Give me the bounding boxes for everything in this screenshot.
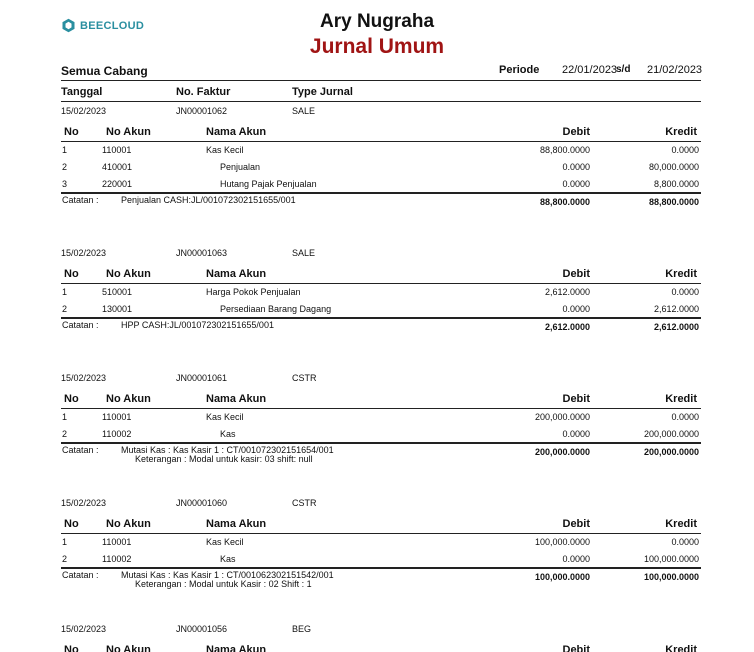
column-no: No xyxy=(64,518,79,530)
column-nama-akun: Nama Akun xyxy=(206,268,267,280)
table-header-divider xyxy=(61,283,701,284)
row-number: 2 xyxy=(62,162,68,172)
note-text: HPP CASH:JL/001072302151655/001 xyxy=(121,320,274,330)
column-nama-akun: Nama Akun xyxy=(206,518,267,530)
total-debit: 100,000.0000 xyxy=(534,572,590,582)
column-debit: Debit xyxy=(562,644,590,652)
column-no: No xyxy=(64,126,79,138)
note-label: Catatan : xyxy=(62,570,99,580)
column-no: No xyxy=(64,644,79,652)
account-name: Harga Pokok Penjualan xyxy=(206,287,301,297)
credit-amount: 200,000.0000 xyxy=(643,429,699,439)
account-name: Kas Kecil xyxy=(206,412,244,422)
column-no: No xyxy=(64,393,79,405)
credit-amount: 0.0000 xyxy=(671,412,699,422)
row-number: 3 xyxy=(62,179,68,189)
account-number: 510001 xyxy=(102,287,133,297)
debit-amount: 0.0000 xyxy=(562,179,590,189)
column-debit: Debit xyxy=(562,518,590,530)
columns-divider xyxy=(61,101,701,102)
total-credit: 2,612.0000 xyxy=(653,322,699,332)
journal-invoice: JN00001062 xyxy=(176,106,228,116)
credit-amount: 0.0000 xyxy=(671,537,699,547)
debit-amount: 0.0000 xyxy=(562,304,590,314)
account-number: 130001 xyxy=(102,304,133,314)
column-no: No xyxy=(64,268,79,280)
column-kredit: Kredit xyxy=(665,268,697,280)
row-number: 1 xyxy=(62,287,68,297)
column-kredit: Kredit xyxy=(665,644,697,652)
account-number: 410001 xyxy=(102,162,133,172)
journal-type: BEG xyxy=(292,624,312,634)
period-separator: s/d xyxy=(616,64,631,75)
column-no-akun: No Akun xyxy=(106,644,151,652)
credit-amount: 80,000.0000 xyxy=(648,162,699,172)
journal-invoice: JN00001063 xyxy=(176,248,228,258)
note-detail: Keterangan : Modal untuk Kasir : 02 Shift : 1 xyxy=(135,579,312,589)
debit-amount: 2,612.0000 xyxy=(544,287,590,297)
debit-amount: 0.0000 xyxy=(562,162,590,172)
note-label: Catatan : xyxy=(62,445,99,455)
column-nama-akun: Nama Akun xyxy=(206,126,267,138)
column-kredit: Kredit xyxy=(665,518,697,530)
header-divider xyxy=(61,80,701,81)
table-header-divider xyxy=(61,533,701,534)
journal-type: CSTR xyxy=(292,373,317,383)
column-kredit: Kredit xyxy=(665,393,697,405)
note-detail: Keterangan : Modal untuk kasir: 03 shift: null xyxy=(135,454,313,464)
total-credit: 100,000.0000 xyxy=(643,572,699,582)
total-credit: 88,800.0000 xyxy=(648,197,699,207)
period-from: 22/01/2023 xyxy=(562,64,618,76)
column-debit: Debit xyxy=(562,126,590,138)
debit-amount: 100,000.0000 xyxy=(534,537,590,547)
total-divider xyxy=(61,442,701,444)
account-name: Persediaan Barang Dagang xyxy=(220,304,332,314)
debit-amount: 0.0000 xyxy=(562,554,590,564)
journal-invoice: JN00001056 xyxy=(176,624,228,634)
column-no-akun: No Akun xyxy=(106,518,151,530)
period-to: 21/02/2023 xyxy=(647,64,703,76)
journal-invoice: JN00001060 xyxy=(176,498,228,508)
column-debit: Debit xyxy=(562,268,590,280)
journal-date: 15/02/2023 xyxy=(61,498,107,508)
column-type: Type Jurnal xyxy=(292,86,353,98)
account-name: Kas xyxy=(220,429,236,439)
journal-date: 15/02/2023 xyxy=(61,373,107,383)
note-text: Mutasi Kas : Kas Kasir 1 : CT/001062302151542/001 xyxy=(121,570,334,580)
row-number: 1 xyxy=(62,145,68,155)
row-number: 1 xyxy=(62,412,68,422)
column-no-akun: No Akun xyxy=(106,126,151,138)
total-debit: 2,612.0000 xyxy=(544,322,590,332)
total-divider xyxy=(61,567,701,569)
journal-type: SALE xyxy=(292,248,316,258)
total-debit: 200,000.0000 xyxy=(534,447,590,457)
journal-type: SALE xyxy=(292,106,316,116)
column-nama-akun: Nama Akun xyxy=(206,393,267,405)
account-number: 110001 xyxy=(102,145,132,155)
account-number: 220001 xyxy=(102,179,133,189)
journal-date: 15/02/2023 xyxy=(61,624,107,634)
period-label: Periode xyxy=(499,64,540,76)
credit-amount: 8,800.0000 xyxy=(653,179,699,189)
company-name: Ary Nugraha xyxy=(319,11,435,32)
row-number: 1 xyxy=(62,537,68,547)
column-debit: Debit xyxy=(562,393,590,405)
journal-invoice: JN00001061 xyxy=(176,373,228,383)
total-credit: 200,000.0000 xyxy=(643,447,699,457)
debit-amount: 0.0000 xyxy=(562,429,590,439)
account-name: Kas Kecil xyxy=(206,145,244,155)
account-name: Kas xyxy=(220,554,236,564)
brand-name: BEECLOUD xyxy=(80,19,145,32)
total-divider xyxy=(61,192,701,194)
journal-date: 15/02/2023 xyxy=(61,106,107,116)
row-number: 2 xyxy=(62,429,68,439)
journal-date: 15/02/2023 xyxy=(61,248,107,258)
debit-amount: 200,000.0000 xyxy=(534,412,590,422)
row-number: 2 xyxy=(62,554,68,564)
journal-type: CSTR xyxy=(292,498,317,508)
column-no-akun: No Akun xyxy=(106,268,151,280)
column-faktur: No. Faktur xyxy=(176,86,231,98)
report-title: Jurnal Umum xyxy=(309,35,445,58)
account-number: 110001 xyxy=(102,537,132,547)
credit-amount: 0.0000 xyxy=(671,287,699,297)
column-no-akun: No Akun xyxy=(106,393,151,405)
row-number: 2 xyxy=(62,304,68,314)
account-name: Kas Kecil xyxy=(206,537,244,547)
table-header-divider xyxy=(61,408,701,409)
credit-amount: 0.0000 xyxy=(671,145,699,155)
column-tanggal: Tanggal xyxy=(61,86,103,98)
total-divider xyxy=(61,317,701,319)
total-debit: 88,800.0000 xyxy=(539,197,590,207)
credit-amount: 100,000.0000 xyxy=(643,554,699,564)
column-kredit: Kredit xyxy=(665,126,697,138)
account-name: Hutang Pajak Penjualan xyxy=(220,179,317,189)
column-nama-akun: Nama Akun xyxy=(206,644,267,652)
note-label: Catatan : xyxy=(62,320,99,330)
credit-amount: 2,612.0000 xyxy=(653,304,699,314)
note-text: Mutasi Kas : Kas Kasir 1 : CT/001072302151654/001 xyxy=(121,445,334,455)
account-number: 110002 xyxy=(102,554,132,564)
debit-amount: 88,800.0000 xyxy=(539,145,590,155)
table-header-divider xyxy=(61,141,701,142)
account-name: Penjualan xyxy=(220,162,261,172)
note-label: Catatan : xyxy=(62,195,99,205)
branch-label: Semua Cabang xyxy=(61,64,148,78)
account-number: 110001 xyxy=(102,412,132,422)
note-text: Penjualan CASH:JL/0010723021516​55/001 xyxy=(121,195,296,205)
account-number: 110002 xyxy=(102,429,132,439)
